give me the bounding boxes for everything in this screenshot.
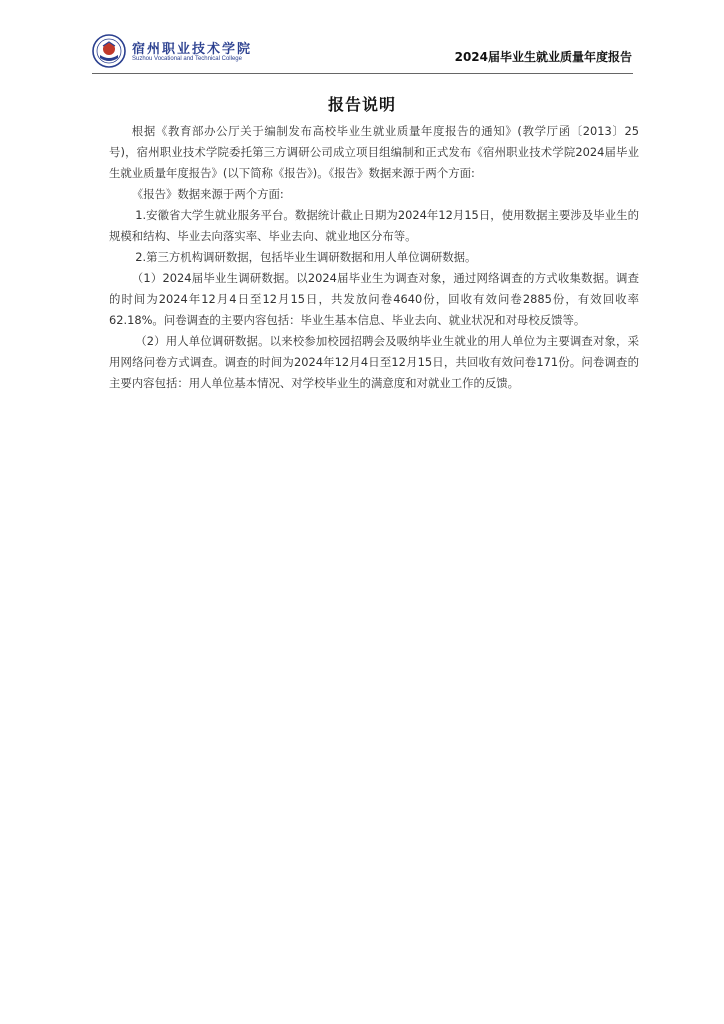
document-body: [109, 121, 639, 394]
college-emblem-icon: [92, 34, 126, 68]
header-divider: [92, 73, 633, 74]
paragraph-sources-intro: 《报告》数据来源于两个方面:: [131, 187, 284, 201]
paragraph-basis: 根据《教育部办公厅关于编制发布高校毕业生就业质量年度报告的通知》(教学厅函〔2013〕25号)，宿州职业技术学院委托第三方调研公司成立项目组编制和正式发布《宿州职业技术学院2024届毕业生就业质量年度报告》(以下简称《报告》)。《报告》数据来源于两个方面:: [109, 124, 639, 180]
college-name-cn: 宿州职业技术学院: [132, 42, 253, 57]
page-title: 报告说明: [327, 95, 396, 114]
running-header-title: 2024届毕业生就业质量年度报告: [454, 50, 632, 64]
paragraph-employer-survey: （2）用人单位调研数据。以来校参加校园招聘会及吸纳毕业生就业的用人单位为主要调查对象，采用网络问卷方式调查。调查的时间为2024年12月4日至12月15日，共回收有效问卷171份。问卷调查的主要内容包括：用人单位基本情况、对学校毕业生的满意度和对就业工作的反馈。: [109, 334, 639, 390]
paragraph-graduate-survey: （1）2024届毕业生调研数据。以2024届毕业生为调查对象，通过网络调查的方式收集数据。调查的时间为2024年12月4日至12月15日，共发放问卷4640份，回收有效问卷2885份，有效回收率62.18%。问卷调查的主要内容包括：毕业生基本信息、毕业去向、就业状况和对母校反馈等。: [109, 271, 639, 327]
paragraph-source-2: 2.第三方机构调研数据，包括毕业生调研数据和用人单位调研数据。: [135, 250, 477, 264]
paragraph-source-1: 1.安徽省大学生就业服务平台。数据统计截止日期为2024年12月15日，使用数据主要涉及毕业生的规模和结构、毕业去向落实率、毕业去向、就业地区分布等。: [109, 208, 639, 243]
page-header: [92, 32, 632, 72]
college-name-en: Suzhou Vocational and Technical College: [132, 56, 242, 62]
